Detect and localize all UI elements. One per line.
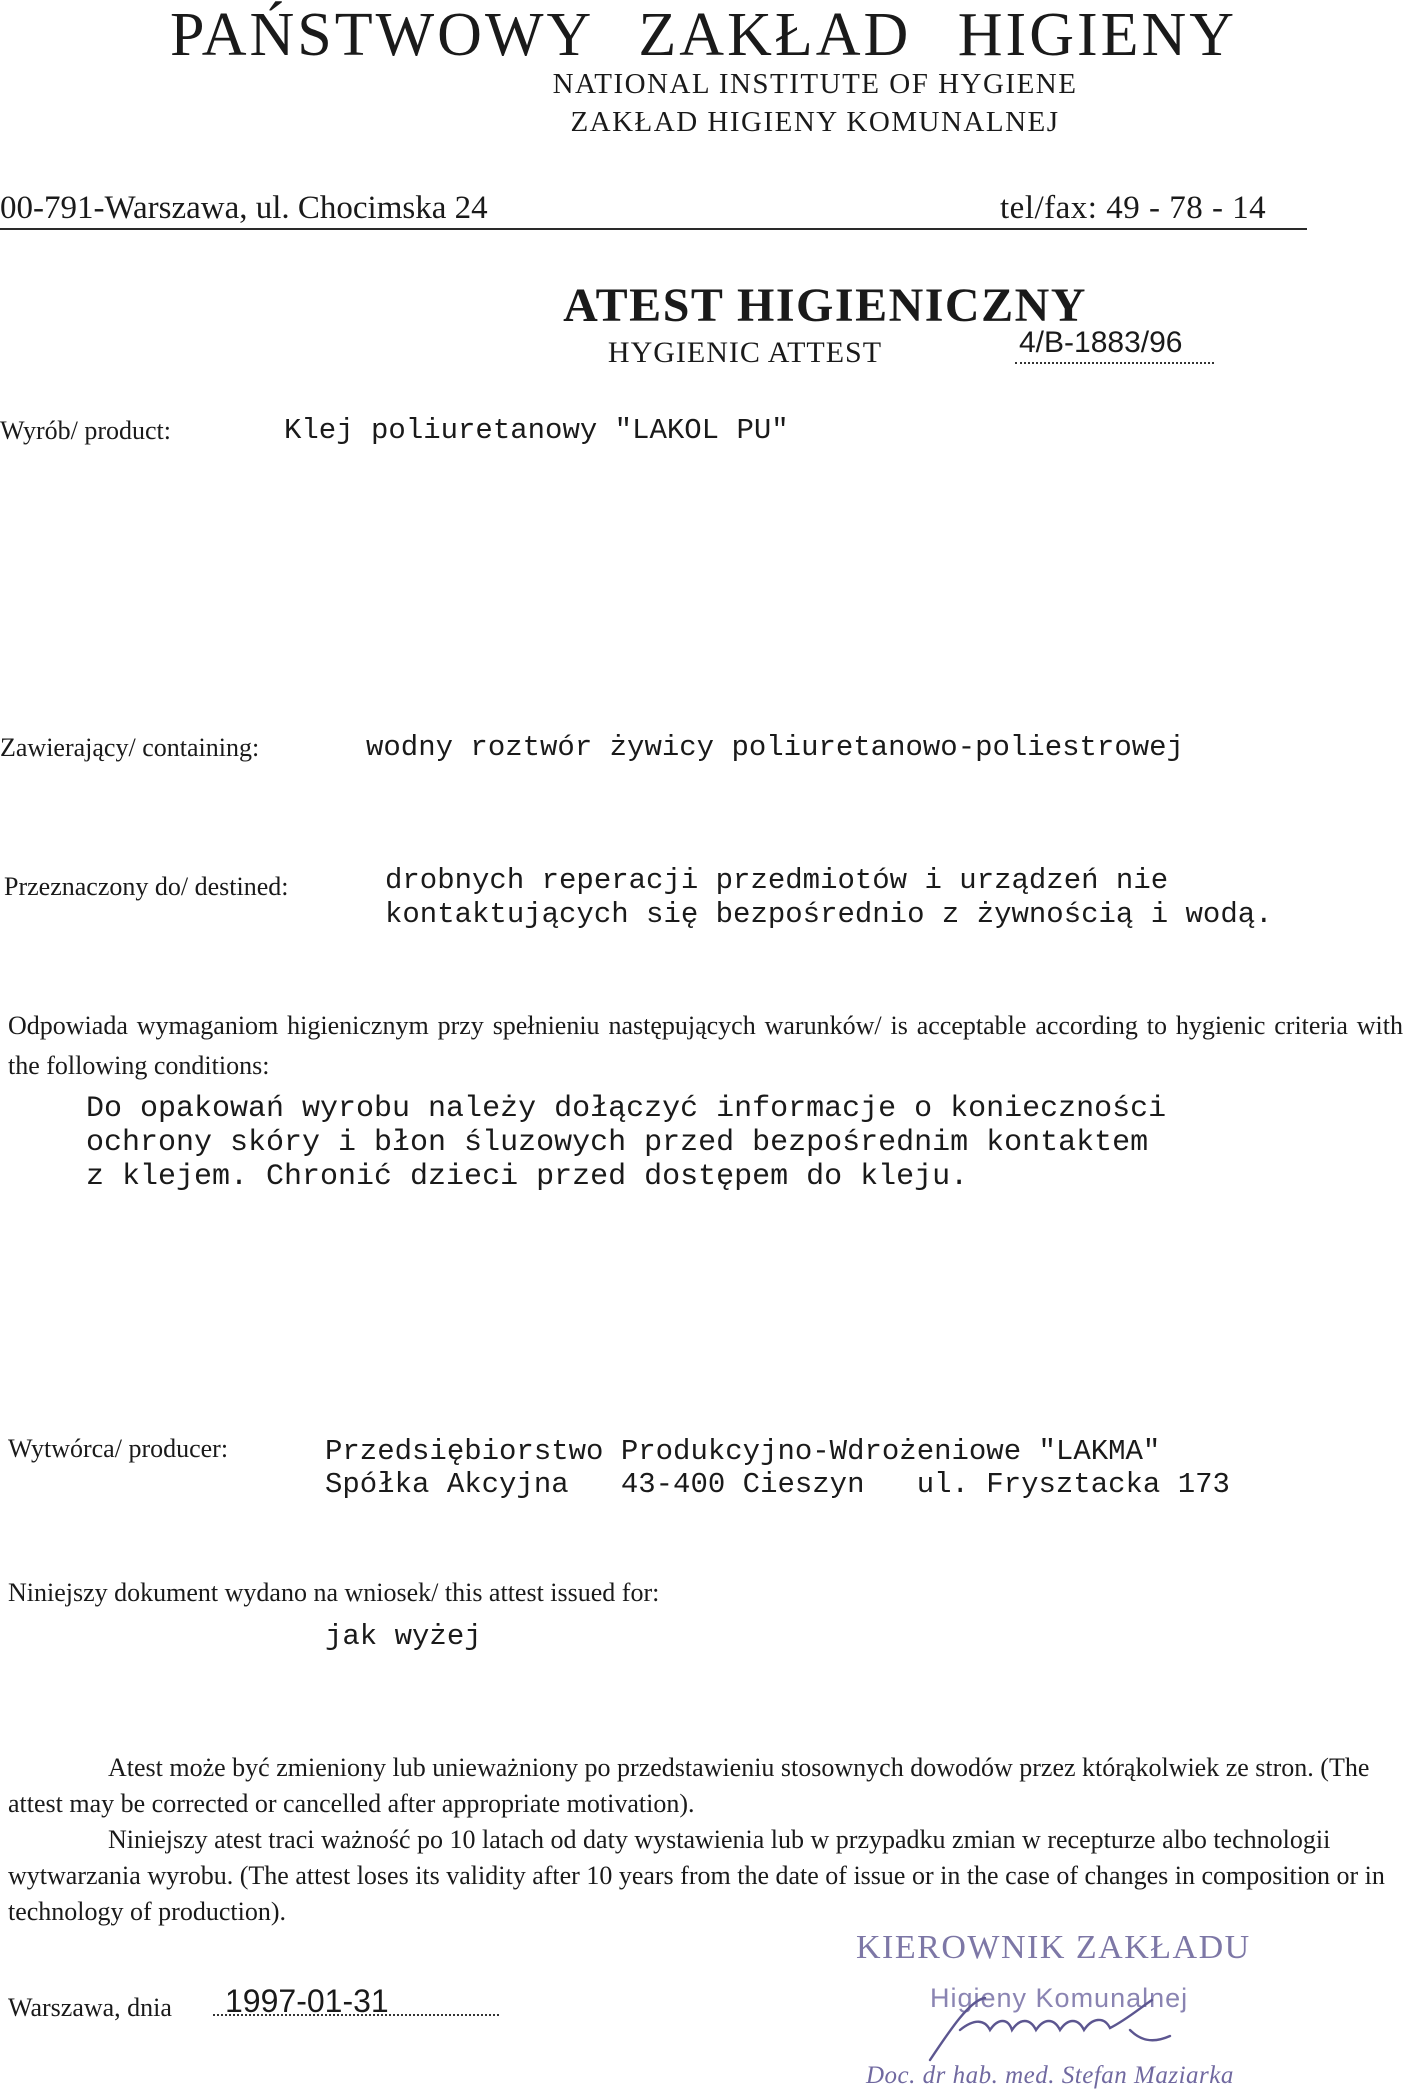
- product-label: Wyrób/ product:: [0, 416, 172, 445]
- containing-label: Zawierający/ containing:: [0, 733, 260, 762]
- validity-paragraph-2: Niniejszy atest traci ważność po 10 latach od daty wystawienia lub w przypadku zmian w recepturze albo technologii wytwarzania wyrobu. (The attest loses its validity after 10 years from the date of issue or in the case of changes in composition or in technology of production).: [8, 1825, 1385, 1926]
- institute-subtitle-en: NATIONAL INSTITUTE OF HYGIENE: [552, 68, 1078, 100]
- issue-date: 1997-01-31: [225, 1983, 389, 2019]
- issued-for-value: jak wyżej: [325, 1620, 482, 1653]
- producer-label: Wytwórca/ producer:: [8, 1434, 229, 1463]
- attest-subtitle: HYGIENIC ATTEST: [607, 336, 883, 369]
- validity-paragraph-1: Atest może być zmieniony lub unieważniony po przedstawieniu stosownych dowodów przez którąkolwiek ze stron. (The attest may be corrected or cancelled after appropriate motivation).: [8, 1753, 1370, 1818]
- producer-line-2: Spółka Akcyjna 43-400 Cieszyn ul. Frysztacka 173: [325, 1468, 1230, 1501]
- handwritten-signature: [890, 1990, 1250, 2070]
- date-dotted-line: [213, 2014, 499, 2016]
- destined-line-1: drobnych reperacji przedmiotów i urządzeń nie: [385, 864, 1169, 897]
- address: 00-791-Warszawa, ul. Chocimska 24: [0, 190, 488, 226]
- address-underline: [0, 228, 1307, 230]
- destined-label: Przeznaczony do/ destined:: [4, 872, 289, 901]
- date-label: Warszawa, dnia: [8, 1993, 172, 2022]
- conditions-text: Do opakowań wyrobu należy dołączyć informacje o konieczności ochrony skóry i błon śluzowych przed bezpośrednim kontaktem z klejem. Chronić dzieci przed dostępem do kleju.: [86, 1092, 1167, 1194]
- producer-line-1: Przedsiębiorstwo Produkcyjno-Wdrożeniowe "LAKMA": [325, 1435, 1161, 1468]
- destined-line-2: kontaktujących się bezpośrednio z żywnością i wodą.: [385, 898, 1273, 931]
- institute-department: ZAKŁAD HIGIENY KOMUNALNEJ: [570, 106, 1060, 138]
- stamp-department: Higieny Komunalnej: [930, 1983, 1189, 2013]
- institute-title: PAŃSTWOWY ZAKŁAD HIGIENY: [169, 1, 1238, 69]
- issued-for-label: Niniejszy dokument wydano na wniosek/ this attest issued for:: [8, 1578, 660, 1607]
- attest-title: ATEST HIGIENICZNY: [563, 279, 1087, 332]
- containing-value: wodny roztwór żywicy poliuretanowo-poliestrowej: [366, 731, 1184, 764]
- attest-number: 4/B-1883/96: [1015, 326, 1214, 364]
- conditions-intro: Odpowiada wymaganiom higienicznym przy spełnieniu następujących warunków/ is acceptable according to hygienic criteria with the following conditions:: [8, 1011, 1403, 1080]
- tel-fax: tel/fax: 49 - 78 - 14: [1000, 190, 1267, 226]
- stamp-title: KIEROWNIK ZAKŁADU: [856, 1929, 1251, 1966]
- product-value: Klej poliuretanowy "LAKOL PU": [284, 414, 789, 447]
- stamp-signatory: Doc. dr hab. med. Stefan Maziarka: [866, 2062, 1234, 2089]
